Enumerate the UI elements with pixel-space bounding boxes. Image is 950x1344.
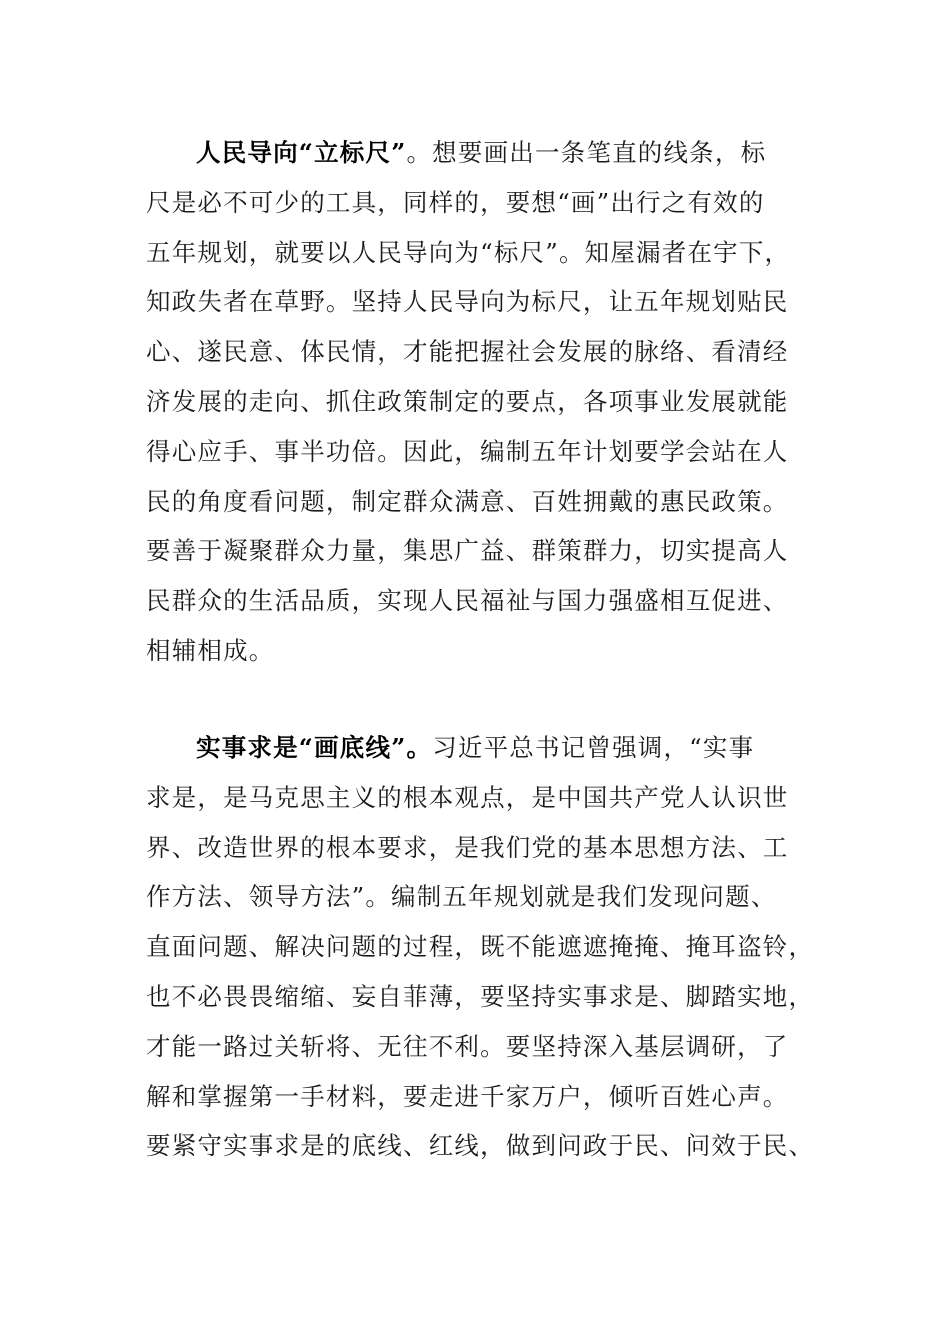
paragraph-seek-truth xyxy=(146,723,815,1171)
paragraph-line: 才能一路过关斩将、无往不利。要坚持深入基层调研，了 xyxy=(146,1031,789,1061)
paragraph-line: 知政失者在草野。坚持人民导向为标尺，让五年规划贴民 xyxy=(146,287,789,317)
paragraph-line: 也不必畏畏缩缩、妄自菲薄，要坚持实事求是、脚踏实地， xyxy=(146,981,815,1011)
paragraph-line: 要善于凝聚群众力量，集思广益、群策群力，切实提高人 xyxy=(146,536,789,566)
paragraph-line: 界、改造世界的根本要求，是我们党的基本思想方法、工 xyxy=(146,832,789,862)
paragraph-line: 习近平总书记曾强调，“实事 xyxy=(432,733,755,762)
paragraph-first-line xyxy=(146,128,806,178)
paragraph-heading: 人民导向“立标尺” xyxy=(196,138,407,167)
paragraph-line: 。想要画出一条笔直的线条，标 xyxy=(406,138,767,167)
paragraph-line: 得心应手、事半功倍。因此，编制五年计划要学会站在人 xyxy=(146,436,789,466)
paragraph-line: 作方法、领导方法”。编制五年规划就是我们发现问题、 xyxy=(146,882,777,912)
paragraph-line: 心、遂民意、体民情，才能把握社会发展的脉络、看清经 xyxy=(146,337,789,367)
paragraph-line: 要紧守实事求是的底线、红线，做到问政于民、问效于民、 xyxy=(146,1131,815,1161)
paragraph-line: 相辅相成。 xyxy=(146,635,275,665)
paragraph-line: 民群众的生活品质，实现人民福祉与国力强盛相互促进、 xyxy=(146,586,789,616)
paragraph-line: 民的角度看问题，制定群众满意、百姓拥戴的惠民政策。 xyxy=(146,486,789,516)
paragraph-line: 直面问题、解决问题的过程，既不能遮遮掩掩、掩耳盗铃， xyxy=(146,932,815,962)
paragraph-people-orientation xyxy=(146,128,806,676)
paragraph-first-line xyxy=(146,723,806,773)
paragraph-line: 尺是必不可少的工具，同样的，要想“画”出行之有效的 xyxy=(146,187,765,217)
paragraph-heading: 实事求是“画底线”。 xyxy=(196,733,433,762)
paragraph-line: 求是，是马克思主义的根本观点，是中国共产党人认识世 xyxy=(146,782,789,812)
paragraph-line: 五年规划，就要以人民导向为“标尺”。知屋漏者在宇下， xyxy=(146,237,791,267)
paragraph-line: 解和掌握第一手材料，要走进千家万户，倾听百姓心声。 xyxy=(146,1081,789,1111)
paragraph-line: 济发展的走向、抓住政策制定的要点，各项事业发展就能 xyxy=(146,386,789,416)
